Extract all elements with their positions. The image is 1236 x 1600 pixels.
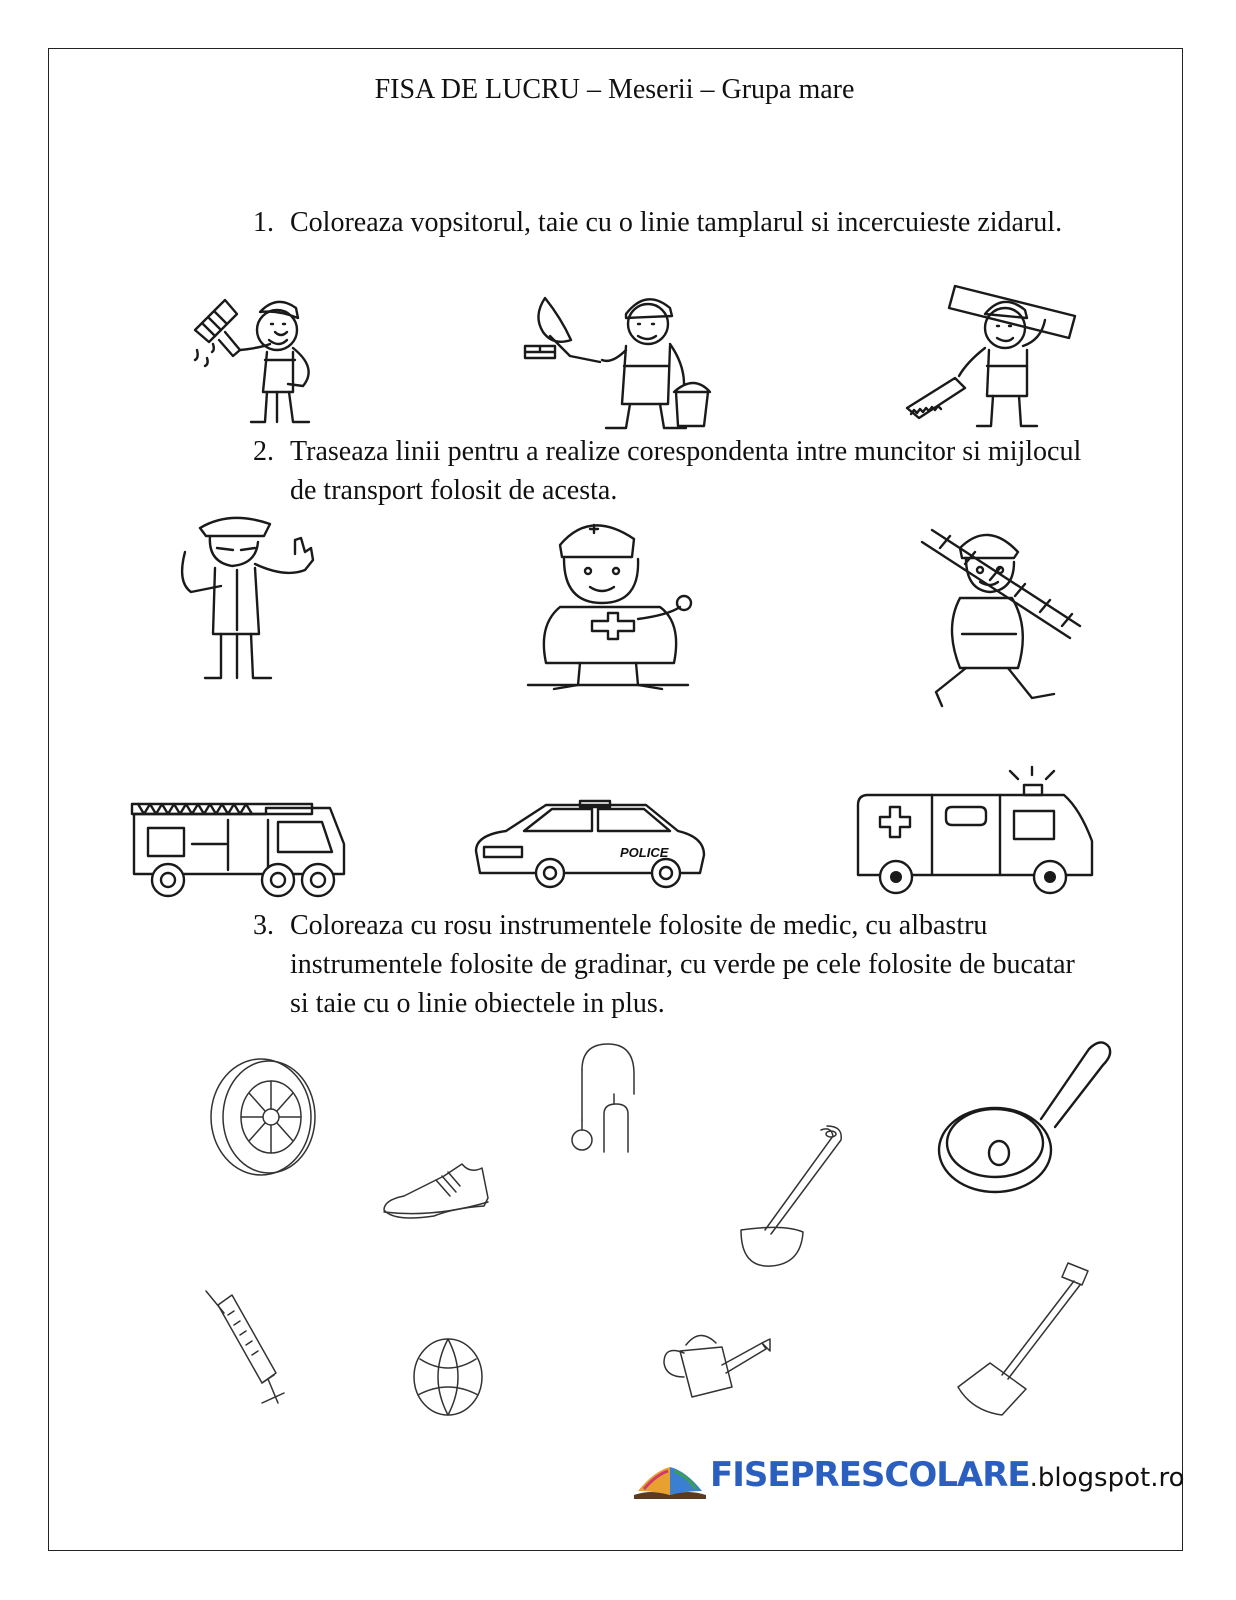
police-car-illustration [470,795,710,895]
exercise-text: Traseaza linii pentru a realize corespondenta intre muncitor si mijlocul de transport folosit de acesta. [290,436,1082,506]
exercise-number: 1. [253,207,274,238]
syringe-illustration [198,1285,293,1415]
exercise-2 [253,432,1093,510]
exercise-text: Coloreaza vopsitorul, taie cu o linie tamplarul si incercuieste zidarul. [290,207,1063,238]
nurse-illustration [520,515,700,700]
ball-illustration [408,1335,488,1420]
exercise-3 [253,906,1093,1023]
site-logo [630,1455,1185,1501]
exercise-1 [253,203,1093,242]
watering-can-illustration [660,1325,780,1405]
policeman-illustration [155,508,325,688]
book-icon [630,1461,710,1501]
worksheet-title: FISA DE LUCRU – Meserii – Grupa mare [374,74,855,105]
firefighter-illustration [910,508,1085,718]
ambulance-illustration [850,765,1100,900]
ladle-illustration [735,1120,850,1270]
site-brand: FISEPRESCOLARE.blogspot.ro [710,1455,1185,1495]
carpenter-illustration [905,280,1085,430]
shoe-illustration [380,1158,495,1228]
painter-illustration [185,280,360,430]
police-car-label: POLICE [620,845,669,860]
stethoscope-illustration [548,1040,643,1165]
frying-pan-illustration [935,1035,1115,1200]
fire-truck-illustration [128,780,363,905]
exercise-number: 3. [253,910,274,941]
tire-illustration [205,1055,325,1180]
shovel-illustration [950,1255,1100,1420]
mason-illustration [520,284,720,434]
exercise-number: 2. [253,436,274,467]
exercise-text: Coloreaza cu rosu instrumentele folosite de medic, cu albastru instrumentele folosite de gradinar, cu verde pe cele folosite de bucatar si taie cu o linie obiectele in plus. [290,910,1075,1019]
site-domain: .blogspot.ro [1029,1463,1185,1493]
